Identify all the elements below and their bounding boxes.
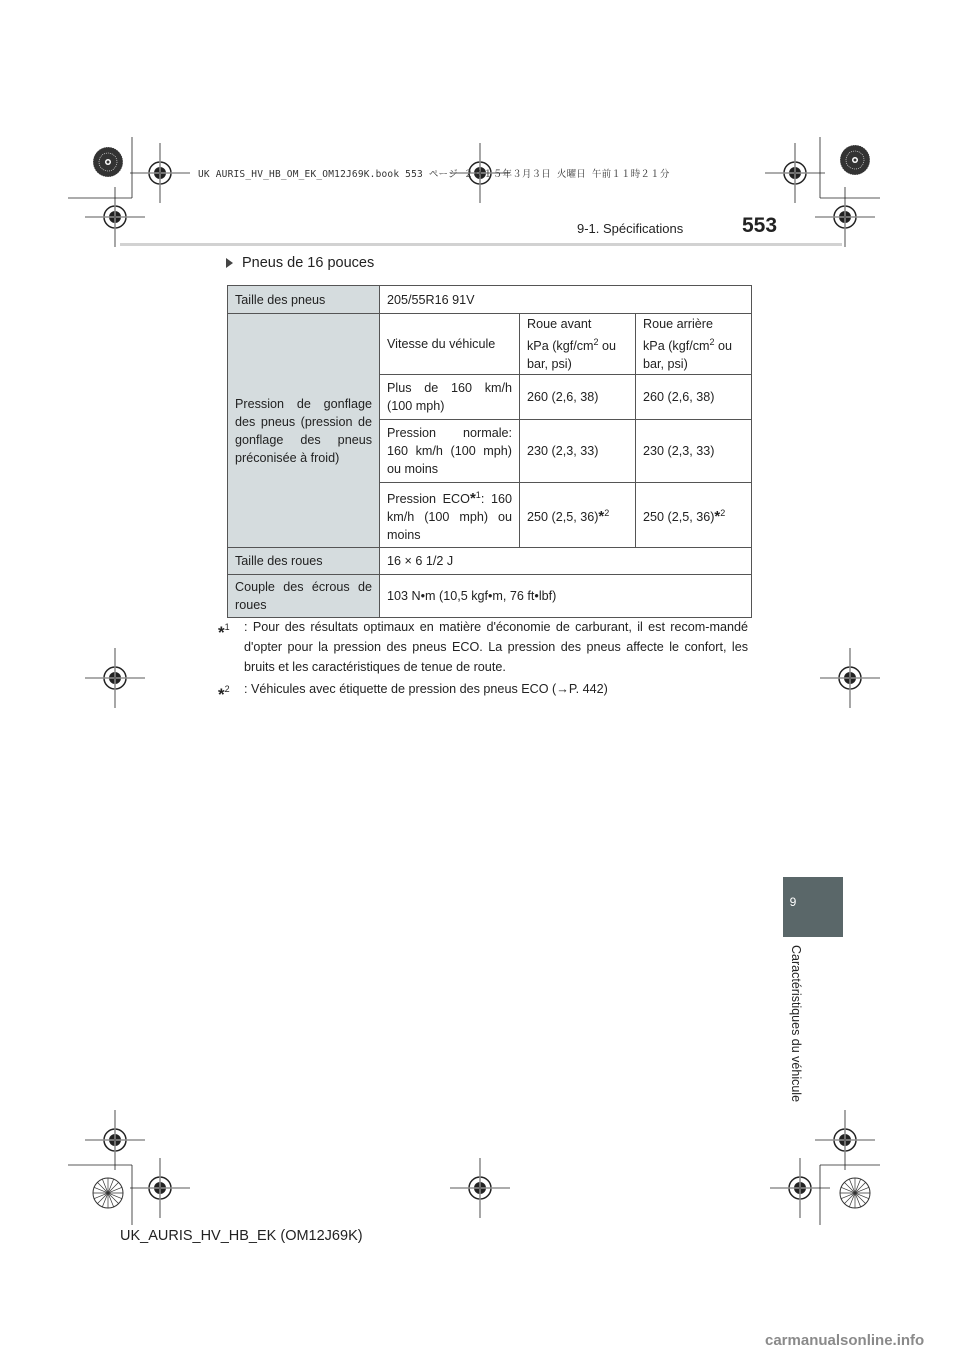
wheel-size-value: 16 × 6 1/2 J <box>380 548 752 575</box>
tire-size-value: 205/55R16 91V <box>380 286 752 314</box>
row2-rear: 230 (2,3, 33) <box>636 420 752 483</box>
page-number: 553 <box>742 214 778 237</box>
row2-front: 230 (2,3, 33) <box>520 420 636 483</box>
rear-wheel-header: Roue arrière kPa ($kgf/cm^2$ ou bar, psi) <box>636 314 752 375</box>
row1-speed: Plus de 160 km/h (100 mph) <box>380 375 520 420</box>
section-heading <box>226 255 374 271</box>
table-row <box>228 575 752 618</box>
row3-speed: Pression ECO*$^1$: 160 km/h (100 mph) ou moins <box>380 483 520 548</box>
footnote-1: *$^1$ : Pour des résultats optimaux en matière d'économie de carburant, il est recom-mandé d'opter pour la pression des pneus ECO. La pression des pneus affecte le confort, les bruits et les caractéristiques de tenue de route. <box>218 620 748 674</box>
tire-spec-table <box>227 285 752 618</box>
speed-header: Vitesse du véhicule <box>380 314 520 375</box>
front-wheel-header: Roue avant kPa ($kgf/cm^2$ ou bar, psi) <box>520 314 636 375</box>
book-info: UK AURIS_HV_HB_OM_EK_OM12J69K.book 553 ページ ２０１５年３月３日 火曜日 午前１１時２１分 <box>198 169 670 180</box>
footnotes <box>218 617 748 707</box>
triangle-bullet-icon <box>226 258 233 268</box>
row3-front: 250 (2,5, 36)*$^2$ <box>520 483 636 548</box>
watermark: carmanualsonline.info <box>765 1332 925 1349</box>
heading-text: Pneus de 16 pouces <box>242 255 375 271</box>
row1-front: 260 (2,6, 38) <box>520 375 636 420</box>
wheel-size-label: Taille des roues <box>228 548 380 575</box>
footnote-2: *$^2$ : Véhicules avec étiquette de pression des pneus ECO (→P. 442) <box>218 682 608 705</box>
header-rule <box>120 243 842 246</box>
section-title: 9-1. Spécifications <box>577 221 684 236</box>
row1-rear: 260 (2,6, 38) <box>636 375 752 420</box>
pressure-label: Pression de gonflage des pneus (pression de gonflage des pneus préconisée à froid) <box>228 314 380 548</box>
torque-value: 103 N•m (10,5 kgf•m, 76 ft•lbf) <box>380 575 752 618</box>
table-row <box>228 548 752 575</box>
table-row <box>228 286 752 314</box>
table-row <box>228 314 752 375</box>
torque-label: Couple des écrous de roues <box>228 575 380 618</box>
footer-code: UK_AURIS_HV_HB_EK (OM12J69K) <box>120 1228 363 1244</box>
chapter-label: Caractéristiques du véhicule <box>789 945 803 1103</box>
row3-rear: 250 (2,5, 36)*$^2$ <box>636 483 752 548</box>
row2-speed: Pression normale: 160 km/h (100 mph) ou moins <box>380 420 520 483</box>
tire-size-label: Taille des pneus <box>228 286 380 314</box>
chapter-number: 9 <box>789 895 797 909</box>
